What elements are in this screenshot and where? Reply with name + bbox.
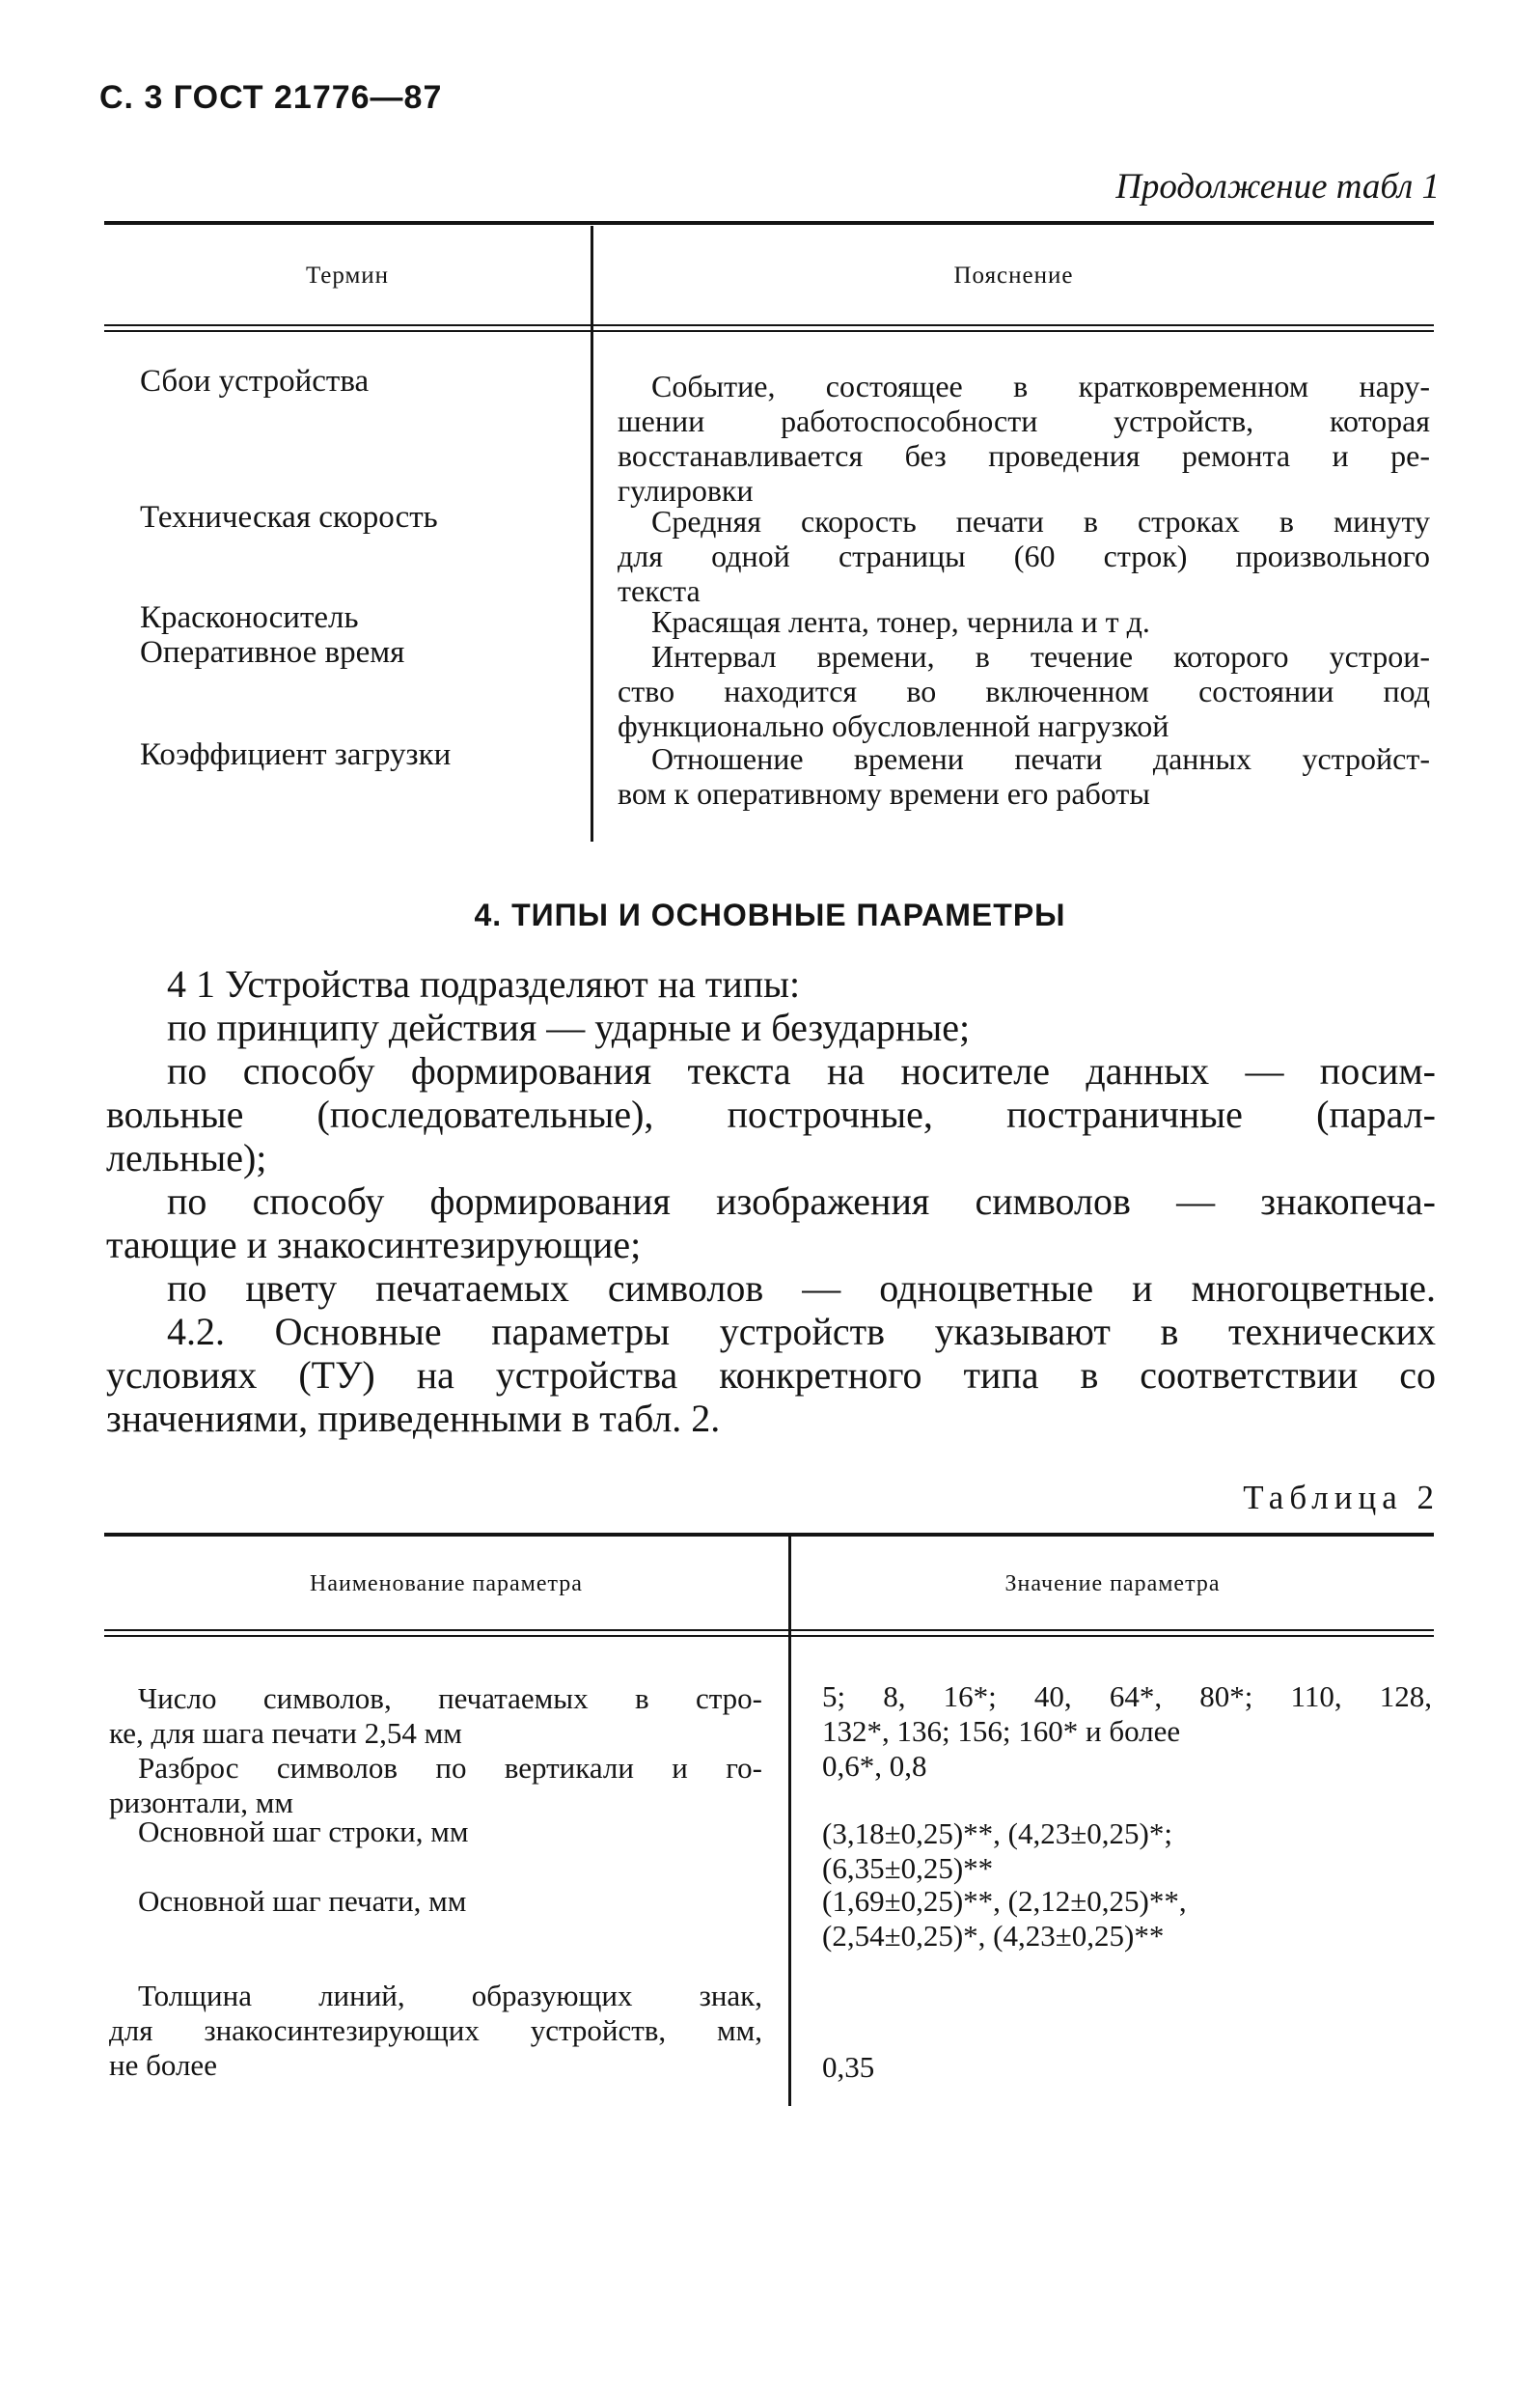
table2-param-name (109, 1751, 762, 1820)
table2-value-line: (6,35±0,25)** (822, 1851, 994, 1885)
table2-param-name (109, 1815, 762, 1849)
table1-term: Сбои устройства (140, 364, 370, 399)
table1-term: Техническая скорость (140, 500, 438, 535)
table1-top-rule (104, 221, 1434, 225)
table1-term: Оперативное время (140, 635, 405, 670)
table1-explanation-line: Отношение времени печати данных устройст- (651, 741, 1430, 776)
table2-param-value (822, 1816, 1432, 1886)
table1-term: Красконоситель (140, 600, 359, 635)
table2-name-line: Основной шаг строки, мм (138, 1815, 469, 1848)
body-line: тающие и знакосинтезирующие; (106, 1223, 642, 1266)
table1-header-rule-2 (104, 330, 1434, 332)
table1-explanation-line: текста (618, 573, 701, 608)
table2-header-rule (104, 1629, 1434, 1631)
table2-value-line: 0,6*, 0,8 (822, 1749, 927, 1783)
table2-name-line: Основной шаг печати, мм (138, 1884, 467, 1918)
table1-explanation-line: Событие, состоящее в кратковременном нару- (651, 369, 1430, 403)
body-line: по способу формирования изображения символов — знакопеча- (167, 1179, 1436, 1223)
table2-value-line: 132*, 136; 156; 160* и более (822, 1714, 1181, 1748)
page-header: С. 3 ГОСТ 21776—87 (99, 79, 443, 116)
body-line: 4.2. Основные параметры устройств указывают в технических (167, 1310, 1436, 1353)
table2-top-rule (104, 1533, 1434, 1537)
table2-column-divider (788, 1537, 791, 2106)
table1-explanation-line: функционально обусловленной нагрузкой (618, 708, 1169, 743)
table1-explanation-line: Средняя скорость печати в строках в минуту (651, 504, 1430, 539)
body-line: значениями, приведенными в табл. 2. (106, 1397, 721, 1440)
table1-term: Коэффициент загрузки (140, 737, 452, 772)
table2-param-value (822, 1749, 1432, 1784)
table1-explanation-line: восстанавливается без проведения ремонта и ре- (618, 438, 1430, 473)
table1-explanation-line: для одной страницы (60 строк) произвольного (618, 539, 1430, 573)
table2-name-line: не более (109, 2048, 217, 2082)
body-line: вольные (последовательные), построчные, постраничные (парал- (106, 1093, 1436, 1136)
table1-explanation-line: шении работоспособности устройств, которая (618, 403, 1430, 438)
table1-explanation-line: Красящая лента, тонер, чернила и т д. (651, 604, 1150, 639)
table2-header-rule-2 (104, 1635, 1434, 1637)
table2-param-value (822, 2050, 1432, 2085)
table1-explanation (618, 741, 1430, 811)
table1-explanation-line: ство находится во включенном состоянии под (618, 674, 1430, 708)
body-line: по принципу действия — ударные и безударные; (167, 1006, 971, 1049)
table1-explanation (618, 604, 1430, 639)
body-line: условиях (ТУ) на устройства конкретного типа в соответствии со (106, 1353, 1436, 1397)
table2-value-line: (1,69±0,25)**, (2,12±0,25)**, (822, 1884, 1187, 1918)
table2-value-line: 5; 8, 16*; 40, 64*, 80*; 110, 128, (822, 1679, 1432, 1713)
table2-name-line: Толщина линий, образующих знак, (138, 1979, 762, 2012)
table1-col-term: Термин (305, 263, 390, 289)
table2-param-name (109, 1681, 762, 1751)
table1-continuation-label: Продолжение табл 1 (1115, 167, 1440, 207)
body-line: 4 1 Устройства подразделяют на типы: (167, 962, 801, 1006)
table1-header-rule (104, 324, 1434, 326)
table2-param-value (822, 1884, 1432, 1954)
table2-name-line: ке, для шага печати 2,54 мм (109, 1716, 462, 1750)
table1-column-divider (591, 226, 593, 842)
body-line: лельные); (106, 1136, 267, 1179)
table2-name-line: для знакосинтезирующих устройств, мм, (109, 2013, 762, 2047)
table2-label: Таблица 2 (1243, 1479, 1440, 1516)
section-body (106, 962, 1436, 1440)
table2-name-line: Разброс символов по вертикали и го- (138, 1751, 762, 1785)
table1-col-explanation: Пояснение (953, 263, 1074, 289)
table2-value-line: (3,18±0,25)**, (4,23±0,25)*; (822, 1816, 1172, 1850)
section-title: 4. ТИПЫ И ОСНОВНЫЕ ПАРАМЕТРЫ (474, 898, 1066, 932)
table1-explanation-line: Интервал времени, в течение которого устрои- (651, 639, 1430, 674)
table1-explanation (618, 504, 1430, 608)
table2-name-line: Число символов, печатаемых в стро- (138, 1681, 762, 1715)
body-line: по цвету печатаемых символов — одноцветные и многоцветные. (167, 1266, 1436, 1310)
table1-explanation (618, 369, 1430, 508)
table2-value-line: (2,54±0,25)*, (4,23±0,25)** (822, 1919, 1165, 1953)
table2-param-name (109, 1979, 762, 2083)
table1-explanation (618, 639, 1430, 743)
table2-name-line: ризонтали, мм (109, 1786, 293, 1819)
table2-col-name: Наименование параметра (310, 1571, 583, 1596)
table2-param-value (822, 1679, 1432, 1749)
table1-explanation-line: вом к оперативному времени его работы (618, 776, 1150, 811)
body-line: по способу формирования текста на носителе данных — посим- (167, 1049, 1436, 1093)
table2-param-name (109, 1884, 762, 1919)
table1-explanation-line: гулировки (618, 473, 754, 508)
table2-col-value: Значение параметра (1004, 1571, 1221, 1596)
table2-value-line: 0,35 (822, 2050, 875, 2084)
